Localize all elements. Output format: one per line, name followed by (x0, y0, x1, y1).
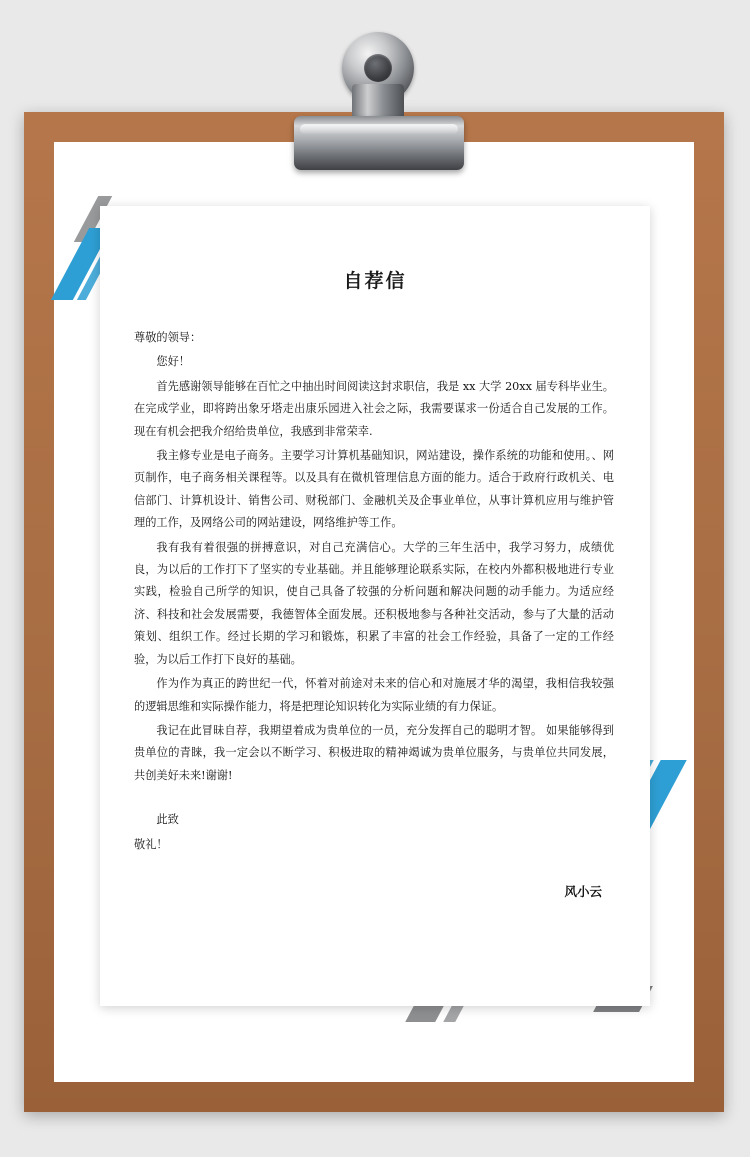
paragraph-3: 我有我有着很强的拼搏意识，对自己充满信心。大学的三年生活中，我学习努力，成绩优良，为以后的工作打下了坚实的专业基础。并且能够理论联系实际，在校内外都积极地进行专业实践，检验自己所学的知识，使自己具备了较强的分析问题和解决问题的动手能力。为适应经济、科技和社会发展需要，我德智体全面发展。还积极地参与各种社交活动，参与了大量的活动策划、组织工作。经过长期的学习和锻炼，积累了丰富的社会工作经验，具备了一定的工作经验，为以后工作打下良好的基础。 (134, 540, 614, 666)
paragraph-4: 作为作为真正的跨世纪一代，怀着对前途对未来的信心和对施展才华的渴望，我相信我较强的逻辑思维和实际操作能力，将是把理论知识转化为实际业绩的有力保证。 (134, 677, 614, 713)
letter-body (134, 327, 614, 856)
letter-paper (100, 206, 650, 1006)
salutation: 尊敬的领导： (134, 331, 202, 344)
greeting: 您好！ (156, 355, 190, 369)
paragraph-5: 我记在此冒昧自荐，我期望着成为贵单位的一员，充分发挥自己的聪明才智。 如果能够得到贵单位的青睐，我一定会以不断学习、积极进取的精神竭诚为贵单位服务，与贵单位共同发展，共创美好未来!谢谢! (134, 723, 614, 782)
signature: 风小云 (564, 883, 602, 899)
page-title: 自荐信 (343, 271, 407, 292)
closing-line-2: 敬礼！ (134, 837, 168, 851)
closing-line-1: 此致 (156, 813, 179, 827)
binder-clip-icon (294, 32, 464, 172)
paragraph-2: 我主修专业是电子商务。主要学习计算机基础知识，网站建设，操作系统的功能和使用。、网页制作，电子商务相关课程等。以及具有在微机管理信息方面的能力。适合于政府行政机关、电信部门、计算机设计、销售公司、财税部门、金融机关及企事业单位，从事计算机应用与维护管理的工作，及网络公司的网站建设，网络维护等工作。 (134, 449, 614, 530)
closing-block (134, 809, 614, 856)
paragraph-1: 首先感谢领导能够在百忙之中抽出时间阅读这封求职信，我是 xx 大学 20xx 届专科毕业生。在完成学业，即将跨出象牙塔走出康乐园进入社会之际，我需要谋求一份适合自己发展的工作。现在有机会把我介绍给贵单位，我感到非常荣幸. (134, 379, 614, 438)
clip-plate (294, 116, 464, 170)
